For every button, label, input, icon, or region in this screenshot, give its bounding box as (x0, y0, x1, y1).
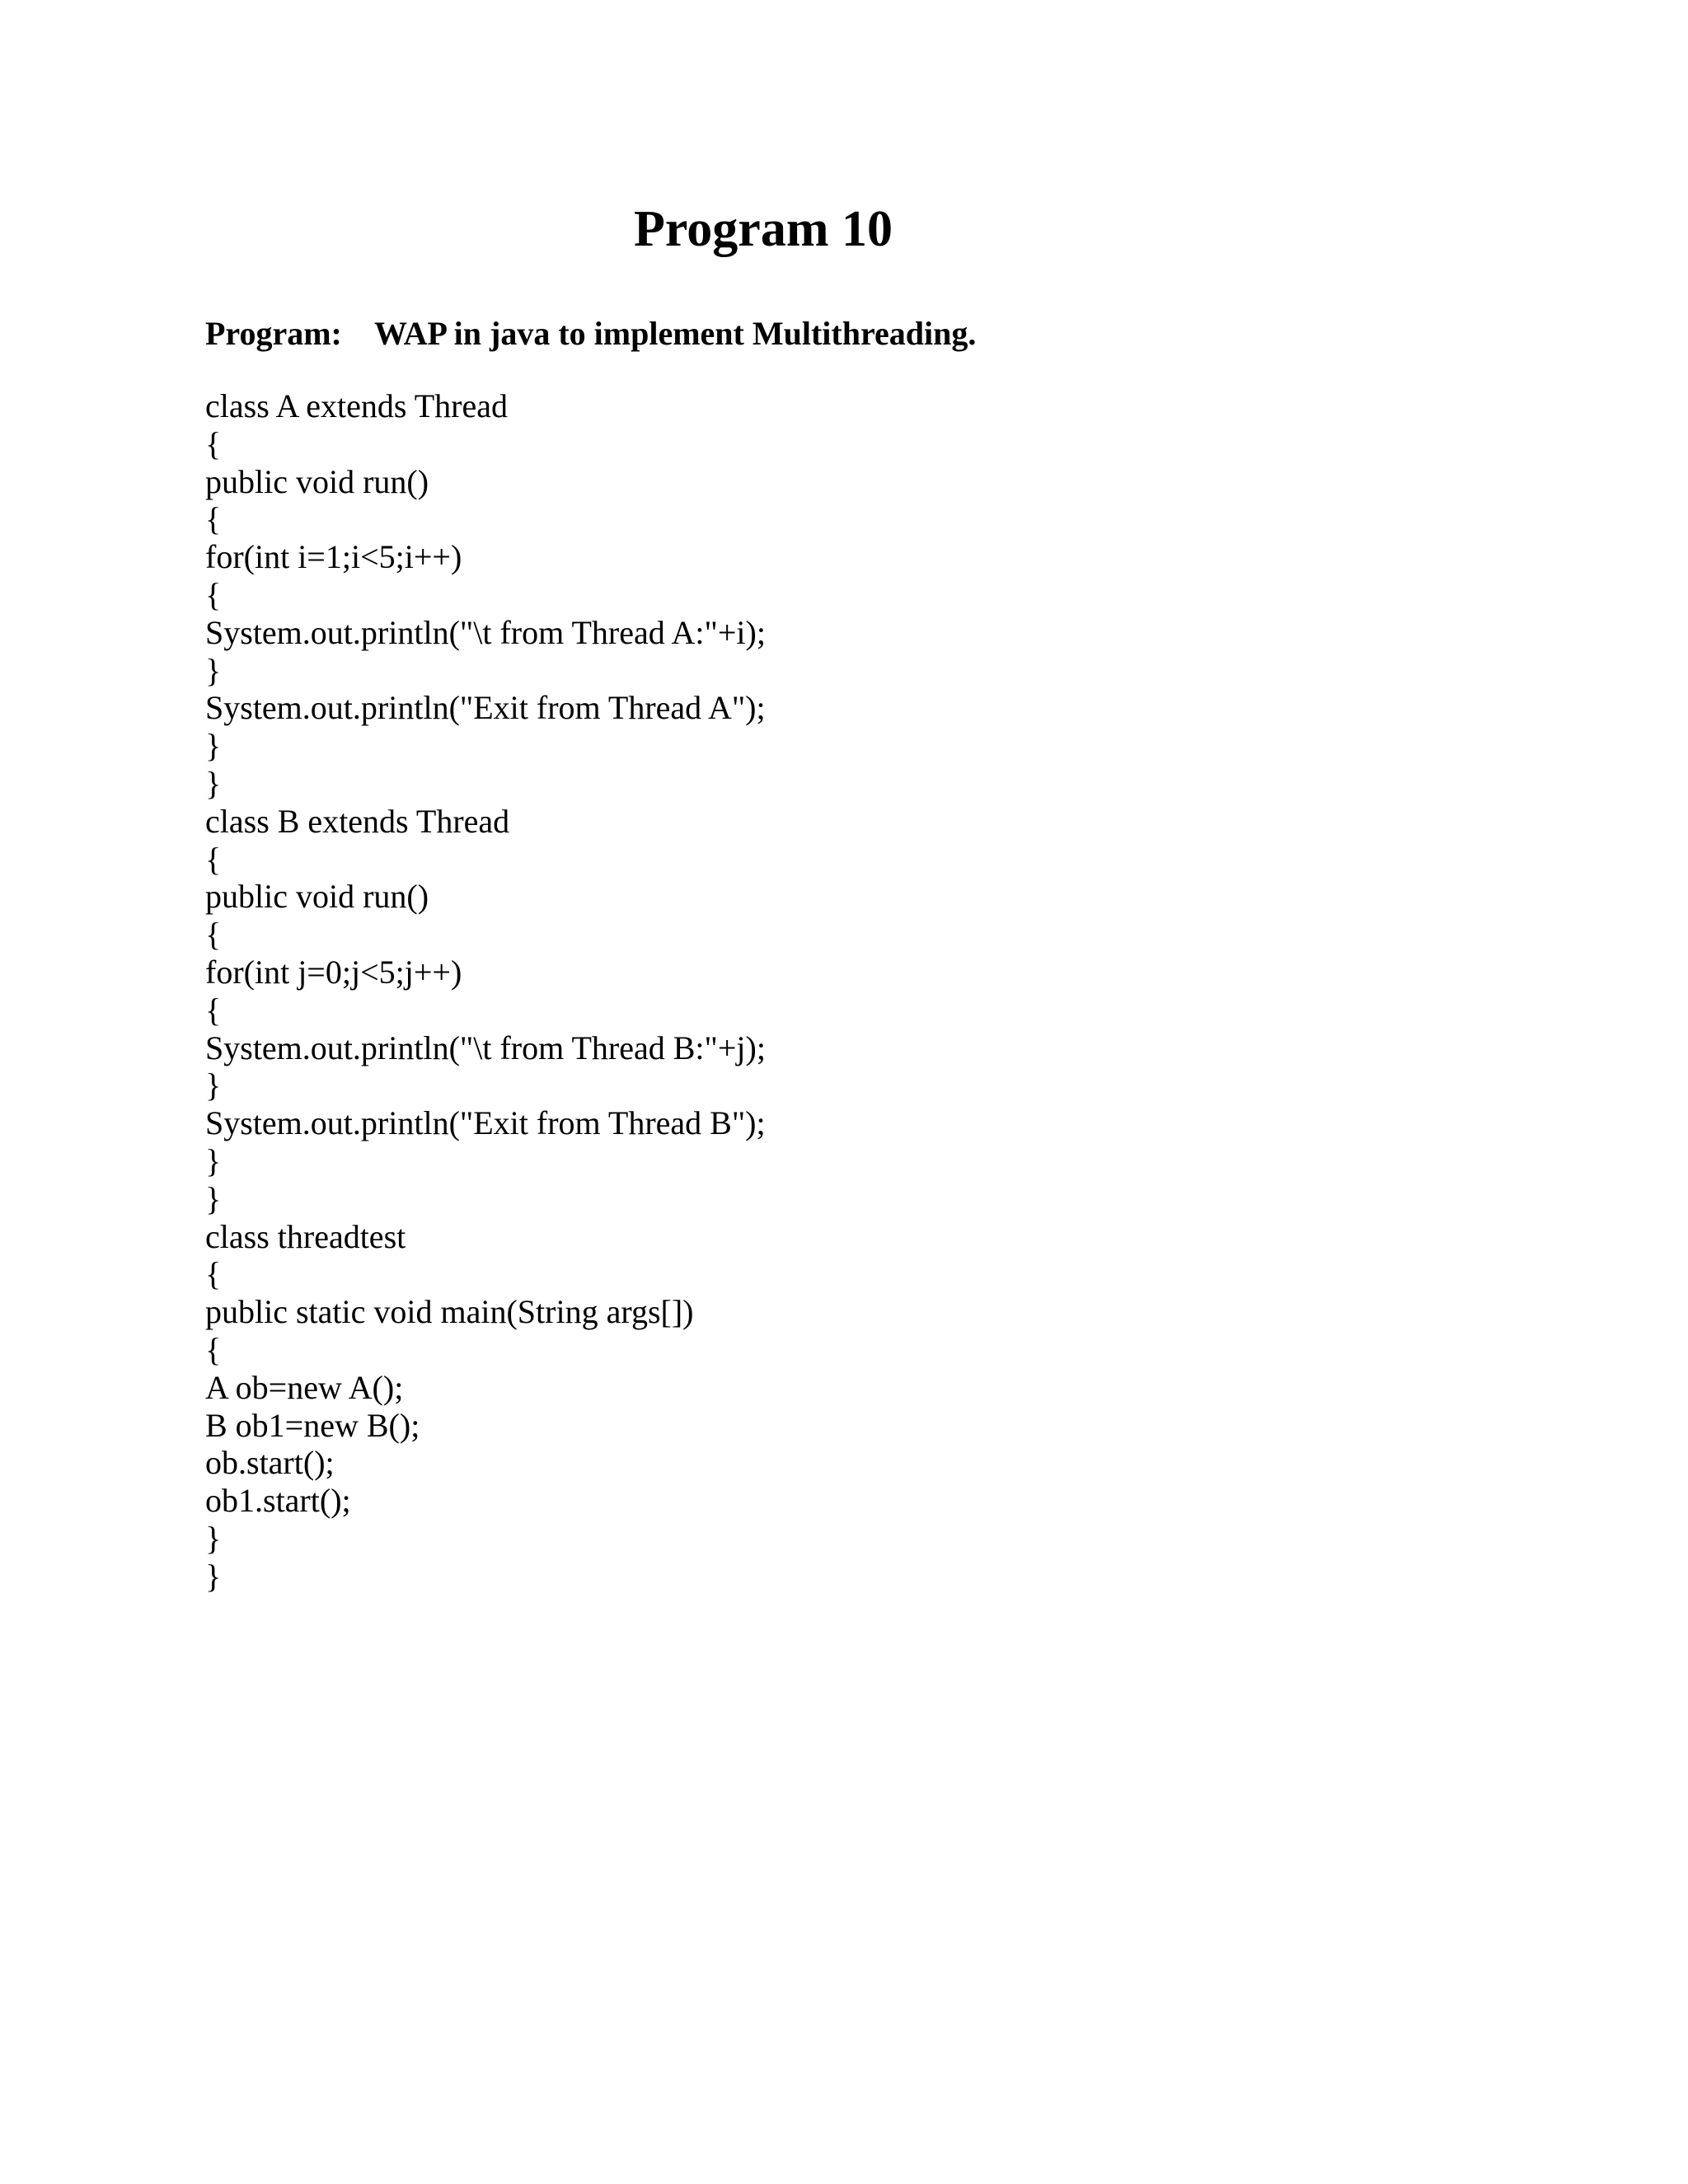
code-line: { (205, 840, 222, 878)
program-label: Program: (205, 315, 342, 352)
code-line: { (205, 424, 222, 462)
code-line: } (205, 727, 222, 765)
code-line: } (205, 764, 222, 802)
code-line: } (205, 1179, 222, 1217)
code-line: } (205, 1519, 222, 1557)
code-line: System.out.println("\t from Thread A:"+i); (205, 613, 766, 651)
code-line: class A extends Thread (205, 387, 508, 424)
code-line: public void run() (205, 462, 429, 500)
code-line: { (205, 991, 222, 1029)
code-line: } (205, 1066, 222, 1104)
code-line: System.out.println("\t from Thread B:"+j); (205, 1029, 766, 1066)
code-line: public void run() (205, 878, 429, 916)
code-line: ob1.start(); (205, 1482, 351, 1520)
code-line: for(int j=0;j<5;j++) (205, 953, 462, 991)
code-listing (205, 387, 766, 1596)
code-line: } (205, 1141, 222, 1179)
code-line: { (205, 575, 222, 613)
code-line: A ob=new A(); (205, 1368, 404, 1406)
code-line: ob.start(); (205, 1444, 335, 1482)
code-line: public static void main(String args[]) (205, 1293, 694, 1331)
page-title: Program 10 (634, 201, 893, 257)
code-line: { (205, 916, 222, 954)
code-line: } (205, 1557, 222, 1595)
code-line: for(int i=1;i<5;i++) (205, 538, 462, 576)
code-line: System.out.println("Exit from Thread B"); (205, 1104, 766, 1142)
code-line: B ob1=new B(); (205, 1406, 420, 1444)
code-line: class threadtest (205, 1217, 406, 1255)
program-statement-line (205, 309, 976, 359)
code-line: { (205, 1330, 222, 1368)
code-line: class B extends Thread (205, 802, 510, 840)
code-line: { (205, 1255, 222, 1293)
code-line: } (205, 651, 222, 689)
code-line: System.out.println("Exit from Thread A"); (205, 689, 766, 727)
program-statement: WAP in java to implement Multithreading. (374, 315, 977, 352)
code-line: { (205, 500, 222, 538)
